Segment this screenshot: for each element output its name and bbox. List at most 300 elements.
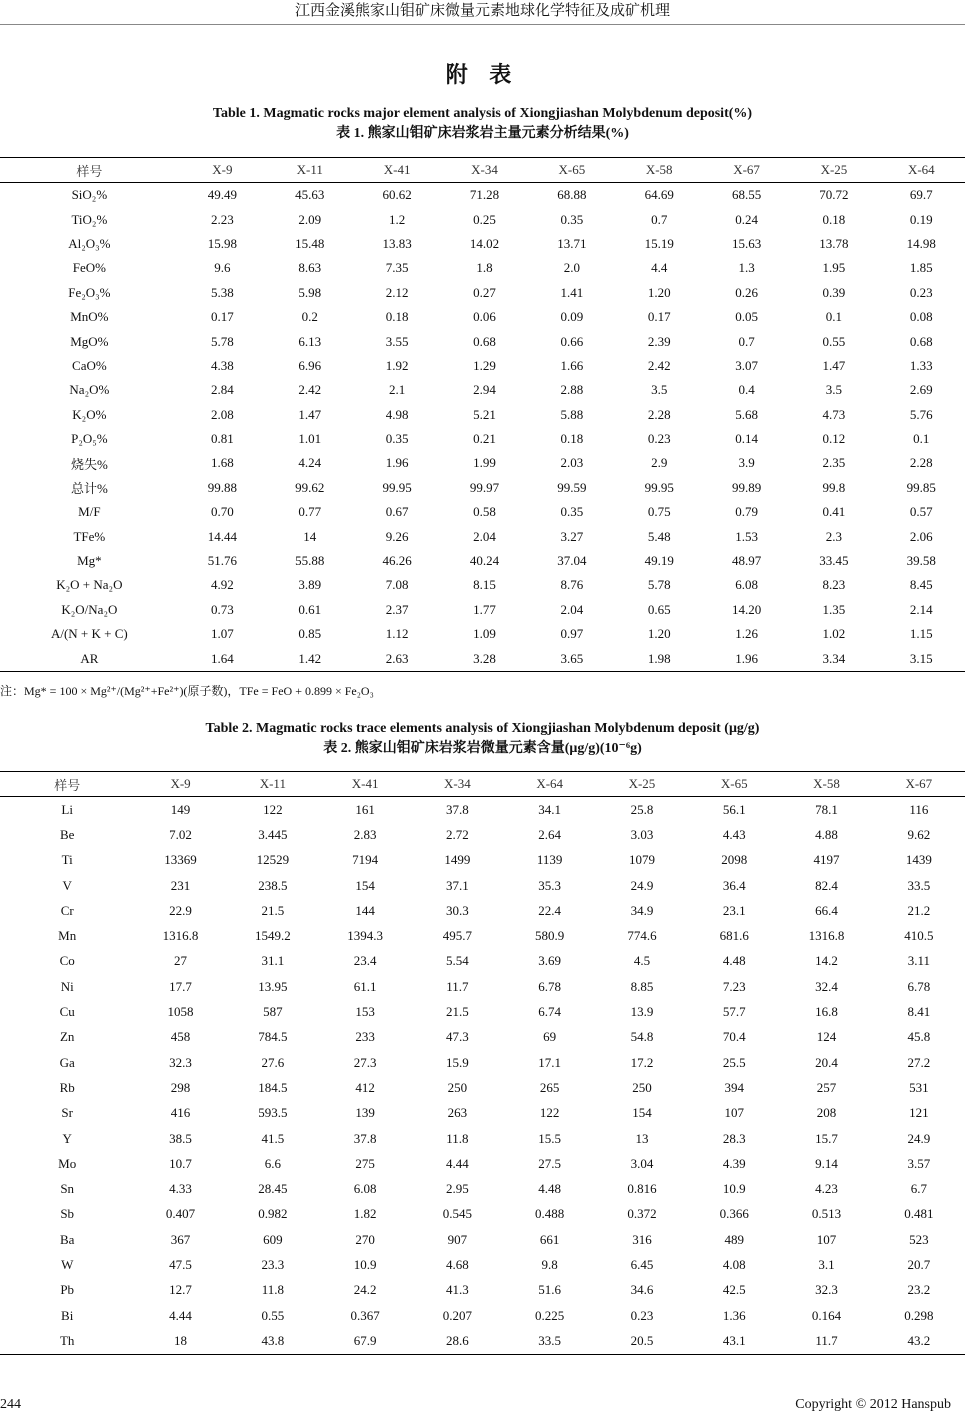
major-element-table: [0, 157, 965, 672]
table-cell: 0.18: [822, 211, 846, 227]
row-label: Mo: [58, 1155, 77, 1171]
table-cell: 99.97: [469, 479, 500, 495]
table-cell: 3.9: [738, 455, 755, 471]
row-label: A/(N + K + C): [50, 626, 128, 642]
table-cell: 265: [539, 1079, 560, 1095]
table-cell: 13.95: [258, 978, 288, 994]
table-cell: 27.2: [907, 1054, 931, 1070]
table-cell: 43.2: [907, 1332, 931, 1348]
running-head: 江西金溪熊家山钼矿床微量元素地球化学特征及成矿机理: [294, 3, 670, 19]
table-cell: 3.5: [651, 382, 668, 398]
table-cell: 1.33: [909, 357, 933, 373]
table-cell: 49.49: [207, 187, 238, 203]
table-cell: 2098: [721, 852, 748, 868]
table-cell: 27.3: [353, 1054, 377, 1070]
row-label: Al₂O₃%: [68, 235, 111, 251]
table-cell: 2.23: [211, 211, 234, 227]
table-cell: 122: [263, 801, 283, 817]
table-cell: 0.17: [211, 309, 234, 325]
table-cell: 2.39: [647, 333, 671, 349]
table-row: [0, 476, 965, 500]
table-row: [0, 1303, 965, 1328]
table-cell: 7.35: [385, 260, 409, 276]
row-label: TFe%: [73, 528, 106, 544]
table-cell: 238.5: [258, 877, 288, 893]
table-cell: 3.55: [385, 333, 409, 349]
row-label: Mg*: [77, 553, 102, 569]
table-cell: 0.7: [738, 333, 755, 349]
row-label: Na₂O%: [69, 382, 110, 398]
table-cell: 107: [724, 1105, 744, 1121]
table-cell: 20.5: [630, 1332, 654, 1348]
table-cell: 0.14: [735, 431, 758, 447]
table-cell: 27.5: [538, 1155, 562, 1171]
table-row: [0, 1176, 965, 1201]
table1-caption-en: Table 1. Magmatic rocks major element analysis of Xiongjiashan Molybdenum deposit(%): [212, 106, 753, 121]
table-cell: 40.24: [469, 553, 500, 569]
table-cell: 8.76: [560, 577, 584, 593]
table-row: [0, 329, 965, 353]
row-label: Sn: [60, 1181, 75, 1197]
table-row: [0, 1278, 965, 1303]
table-cell: 1316.8: [808, 928, 845, 944]
row-label: FeO%: [72, 260, 106, 276]
row-label: Pb: [60, 1282, 75, 1298]
table-cell: 0.18: [385, 309, 409, 325]
table-cell: 1.29: [473, 357, 496, 373]
table-cell: 2.95: [446, 1181, 469, 1197]
table-cell: 45.63: [295, 187, 325, 203]
table-cell: 609: [263, 1231, 283, 1247]
table-cell: 47.5: [169, 1256, 192, 1272]
column-header: X-67: [703, 158, 790, 183]
table-cell: 8.41: [907, 1004, 931, 1020]
row-label: MnO%: [70, 309, 109, 325]
table-cell: 6.45: [630, 1256, 654, 1272]
table-cell: 12.7: [169, 1282, 192, 1298]
table-header-row: [0, 772, 965, 797]
table-cell: 61.1: [353, 978, 377, 994]
appendix-title: 附 表: [445, 62, 520, 87]
table-cell: 2.37: [385, 601, 409, 617]
table-cell: 1.47: [822, 357, 846, 373]
header-label: 样号: [0, 158, 179, 183]
table-cell: 6.08: [735, 577, 758, 593]
table-cell: 15.98: [207, 235, 238, 251]
table-cell: 1.98: [647, 650, 671, 666]
table-cell: 784.5: [258, 1029, 288, 1045]
table-cell: 4.33: [169, 1181, 192, 1197]
table-cell: 1.2: [389, 211, 406, 227]
table-cell: 54.8: [630, 1029, 654, 1045]
table2-caption-zh: 表 2. 熊家山钼矿床岩浆岩微量元素含量(μg/g)(10⁻⁶g): [323, 741, 642, 756]
table-cell: 46.26: [382, 553, 412, 569]
table-cell: 15.63: [731, 235, 762, 251]
row-label: Sr: [61, 1105, 73, 1121]
table-cell: 412: [355, 1079, 375, 1095]
table-cell: 0.1: [825, 309, 843, 325]
table-cell: 23.2: [907, 1282, 931, 1298]
table-cell: 66.4: [815, 902, 838, 918]
row-label: Rb: [59, 1079, 75, 1095]
table-cell: 0.24: [735, 211, 758, 227]
table-cell: 1.96: [385, 455, 409, 471]
table-cell: 69: [543, 1029, 557, 1045]
table-cell: 275: [355, 1155, 375, 1171]
table-row: [0, 573, 965, 597]
table-cell: 0.366: [719, 1206, 749, 1222]
table-cell: 1.26: [735, 626, 758, 642]
table-cell: 17.2: [630, 1054, 654, 1070]
table-cell: 20.7: [907, 1256, 931, 1272]
table-cell: 907: [447, 1231, 468, 1247]
table-cell: 2.42: [298, 382, 322, 398]
table-cell: 2.88: [560, 382, 584, 398]
table-cell: 184.5: [258, 1079, 288, 1095]
table-cell: 23.3: [261, 1256, 285, 1272]
table-cell: 20.4: [815, 1054, 838, 1070]
table-cell: 1.09: [473, 626, 496, 642]
column-header: X-58: [780, 772, 872, 797]
table-row: [0, 797, 965, 823]
column-header: X-11: [227, 772, 319, 797]
table-row: [0, 207, 965, 231]
table-cell: 2.04: [473, 528, 496, 544]
table-cell: 4.39: [722, 1155, 746, 1171]
trace-element-table: [0, 771, 965, 1355]
table-cell: 21.2: [907, 902, 931, 918]
table-cell: 144: [355, 902, 375, 918]
table-cell: 250: [632, 1079, 652, 1095]
table-cell: 7.08: [385, 577, 409, 593]
table-cell: 250: [447, 1079, 468, 1095]
table-cell: 4.44: [169, 1307, 192, 1323]
table-row: [0, 1101, 965, 1126]
table-cell: 21.5: [261, 902, 285, 918]
table-cell: 3.1: [818, 1256, 835, 1272]
table-cell: 15.5: [538, 1130, 562, 1146]
table-cell: 0.27: [473, 284, 496, 300]
table-cell: 14: [303, 528, 317, 544]
table-row: [0, 1202, 965, 1227]
table-cell: 68.55: [731, 187, 762, 203]
table-cell: 2.14: [909, 601, 933, 617]
table-cell: 0.66: [560, 333, 584, 349]
table-cell: 5.54: [446, 953, 469, 969]
table-cell: 32.3: [815, 1282, 838, 1298]
table-row: [0, 1252, 965, 1277]
table-cell: 99.8: [822, 479, 846, 495]
row-label: Fe₂O₃%: [68, 284, 111, 300]
row-label: AR: [80, 650, 99, 666]
table-cell: 11.7: [815, 1332, 838, 1348]
table-row: [0, 1227, 965, 1252]
table-cell: 489: [724, 1231, 744, 1247]
table-cell: 1.64: [211, 650, 234, 666]
table-cell: 4.38: [211, 357, 234, 373]
table-cell: 37.8: [353, 1130, 377, 1146]
column-header: X-34: [441, 158, 528, 183]
table-cell: 0.17: [647, 309, 671, 325]
table-cell: 49.19: [644, 553, 674, 569]
table-cell: 1.47: [298, 406, 322, 422]
column-header: X-41: [319, 772, 411, 797]
table-row: [0, 1075, 965, 1100]
table-cell: 0.68: [909, 333, 933, 349]
table-cell: 2.64: [538, 826, 562, 842]
table-cell: 2.42: [647, 357, 671, 373]
table-cell: 0.164: [811, 1307, 842, 1323]
table-cell: 1.07: [211, 626, 234, 642]
table-cell: 116: [909, 801, 929, 817]
table-cell: 1.53: [735, 528, 758, 544]
table-cell: 15.48: [295, 235, 325, 251]
table-cell: 0.05: [735, 309, 758, 325]
table-cell: 0.08: [909, 309, 933, 325]
table-cell: 31.1: [261, 953, 285, 969]
table-cell: 0.25: [473, 211, 496, 227]
table-cell: 51.6: [538, 1282, 562, 1298]
table-cell: 15.7: [815, 1130, 838, 1146]
table-cell: 2.03: [560, 455, 584, 471]
table-cell: 3.69: [538, 953, 562, 969]
table-cell: 4.88: [815, 826, 838, 842]
table-cell: 1139: [536, 852, 563, 868]
table-cell: 21.5: [446, 1004, 469, 1020]
table-row: [0, 183, 965, 208]
table-cell: 14.20: [731, 601, 762, 617]
table-cell: 3.89: [298, 577, 322, 593]
table-cell: 263: [447, 1105, 468, 1121]
table-row: [0, 873, 965, 898]
table-cell: 0.26: [735, 284, 758, 300]
table-cell: 139: [355, 1105, 375, 1121]
table-cell: 580.9: [535, 928, 565, 944]
table-cell: 38.5: [169, 1130, 192, 1146]
row-label: 总计%: [70, 481, 108, 497]
table-cell: 0.18: [560, 431, 584, 447]
table-cell: 2.72: [446, 826, 469, 842]
table-cell: 4.68: [446, 1256, 469, 1272]
table-cell: 154: [632, 1105, 652, 1121]
table-cell: 57.7: [722, 1004, 746, 1020]
table-cell: 2.06: [909, 528, 933, 544]
table-cell: 2.0: [563, 260, 580, 276]
table-cell: 14.02: [469, 235, 500, 251]
table-cell: 0.513: [811, 1206, 842, 1222]
table-cell: 661: [539, 1231, 560, 1247]
table-cell: 0.57: [909, 504, 933, 520]
table-cell: 0.367: [350, 1307, 380, 1323]
table-cell: 154: [355, 877, 375, 893]
column-header: X-34: [411, 772, 503, 797]
table-cell: 4.24: [298, 455, 322, 471]
table-cell: 4.43: [722, 826, 746, 842]
table-cell: 34.6: [630, 1282, 654, 1298]
table-row: [0, 427, 965, 451]
table-row: [0, 598, 965, 622]
table-cell: 10.7: [169, 1155, 192, 1171]
row-label: 烧失%: [70, 456, 108, 472]
table-cell: 523: [909, 1231, 929, 1247]
table-cell: 0.35: [385, 431, 409, 447]
table-cell: 5.78: [211, 333, 234, 349]
table-cell: 681.6: [719, 928, 749, 944]
table-cell: 410.5: [904, 928, 934, 944]
table-cell: 27.6: [261, 1054, 285, 1070]
table-cell: 0.23: [630, 1307, 654, 1323]
table-cell: 99.95: [644, 479, 674, 495]
table-cell: 0.68: [473, 333, 496, 349]
table-cell: 0.61: [298, 601, 322, 617]
table-cell: 32.4: [815, 978, 838, 994]
table-cell: 99.88: [207, 479, 238, 495]
table-row: [0, 524, 965, 548]
table-row: [0, 500, 965, 524]
table-cell: 2.08: [211, 406, 234, 422]
column-header: X-67: [873, 772, 965, 797]
table-cell: 67.9: [353, 1332, 377, 1348]
table-cell: 257: [816, 1079, 837, 1095]
row-label: K₂O + Na₂O: [56, 577, 123, 593]
table-cell: 1.42: [298, 650, 322, 666]
table-cell: 9.8: [541, 1256, 558, 1272]
row-label: CaO%: [72, 357, 107, 373]
row-label: Th: [59, 1332, 75, 1348]
table-cell: 35.3: [538, 877, 562, 893]
table-cell: 13: [635, 1130, 649, 1146]
table-cell: 4197: [813, 852, 840, 868]
table-cell: 6.08: [353, 1181, 377, 1197]
table-cell: 14.44: [207, 528, 238, 544]
table-cell: 2.04: [560, 601, 584, 617]
row-label: Mn: [58, 928, 77, 944]
table-cell: 22.4: [538, 902, 562, 918]
table-cell: 6.74: [538, 1004, 562, 1020]
table-cell: 11.8: [446, 1130, 469, 1146]
column-header: X-41: [353, 158, 440, 183]
table-cell: 149: [170, 801, 191, 817]
row-label: TiO₂%: [71, 211, 108, 227]
column-header: X-64: [504, 772, 596, 797]
table-cell: 8.15: [473, 577, 496, 593]
column-header: X-58: [616, 158, 703, 183]
table-cell: 64.69: [644, 187, 674, 203]
table-cell: 69.7: [909, 187, 933, 203]
copyright: Copyright © 2012 Hanspub: [795, 1397, 951, 1412]
table-cell: 13.78: [819, 235, 849, 251]
table-cell: 3.07: [735, 357, 758, 373]
table-cell: 0.35: [560, 504, 584, 520]
table-cell: 39.58: [906, 553, 936, 569]
table-row: [0, 898, 965, 923]
column-header: X-25: [790, 158, 877, 183]
table-cell: 0.67: [385, 504, 409, 520]
table-cell: 2.1: [389, 382, 406, 398]
table-cell: 28.3: [722, 1130, 746, 1146]
table-cell: 3.11: [907, 953, 930, 969]
table-cell: 1.8: [476, 260, 493, 276]
header-label: 样号: [0, 772, 134, 797]
table-cell: 394: [724, 1079, 744, 1095]
table-cell: 32.3: [169, 1054, 192, 1070]
table-cell: 0.06: [473, 309, 496, 325]
column-header: X-64: [878, 158, 965, 183]
table-cell: 3.15: [909, 650, 933, 666]
table-row: [0, 822, 965, 847]
table-cell: 6.96: [298, 357, 322, 373]
table-cell: 22.9: [169, 902, 192, 918]
table-cell: 3.57: [907, 1155, 931, 1171]
table-row: [0, 622, 965, 646]
table-cell: 0.79: [735, 504, 758, 520]
table-cell: 1439: [905, 852, 932, 868]
row-label: Bi: [61, 1307, 74, 1323]
row-label: Sb: [60, 1206, 75, 1222]
table-cell: 0.70: [211, 504, 234, 520]
table-cell: 0.2: [301, 309, 318, 325]
table-cell: 48.97: [731, 553, 762, 569]
table-cell: 270: [355, 1231, 375, 1247]
row-label: Y: [62, 1130, 72, 1146]
table-cell: 1499: [444, 852, 471, 868]
table-cell: 1.12: [385, 626, 409, 642]
table-cell: 1.92: [385, 357, 409, 373]
table-cell: 45.8: [907, 1029, 931, 1045]
row-label: W: [61, 1256, 74, 1272]
table-row: [0, 305, 965, 329]
table-cell: 3.27: [560, 528, 584, 544]
table-cell: 25.5: [722, 1054, 746, 1070]
table-cell: 5.98: [298, 284, 322, 300]
table-row: [0, 549, 965, 573]
table-cell: 34.9: [630, 902, 654, 918]
table-cell: 2.84: [211, 382, 234, 398]
table-row: [0, 999, 965, 1024]
table-cell: 458: [170, 1029, 191, 1045]
table-cell: 6.6: [264, 1155, 281, 1171]
table-cell: 5.48: [647, 528, 671, 544]
table-row: [0, 256, 965, 280]
table-cell: 2.83: [353, 826, 377, 842]
table-cell: 6.7: [910, 1181, 927, 1197]
table-cell: 0.41: [822, 504, 846, 520]
table-cell: 1.36: [722, 1307, 746, 1323]
table-cell: 416: [170, 1105, 191, 1121]
table-cell: 16.8: [815, 1004, 838, 1020]
table-cell: 24.9: [907, 1130, 931, 1146]
table-cell: 0.298: [904, 1307, 934, 1323]
table-cell: 161: [355, 801, 375, 817]
table-cell: 0.35: [560, 211, 584, 227]
table-cell: 5.88: [560, 406, 584, 422]
table-cell: 0.55: [822, 333, 846, 349]
table-cell: 78.1: [815, 801, 838, 817]
table-cell: 99.62: [295, 479, 325, 495]
table-cell: 3.28: [473, 650, 496, 666]
table-cell: 43.8: [261, 1332, 285, 1348]
table-cell: 1.02: [822, 626, 846, 642]
table-cell: 28.45: [258, 1181, 288, 1197]
table-row: [0, 949, 965, 974]
table-cell: 9.6: [214, 260, 231, 276]
table-cell: 3.65: [560, 650, 584, 666]
table-cell: 0.75: [647, 504, 671, 520]
table-cell: 0.23: [647, 431, 671, 447]
table-cell: 4.48: [538, 1181, 562, 1197]
table-cell: 28.6: [446, 1332, 469, 1348]
table-cell: 0.7: [651, 211, 668, 227]
